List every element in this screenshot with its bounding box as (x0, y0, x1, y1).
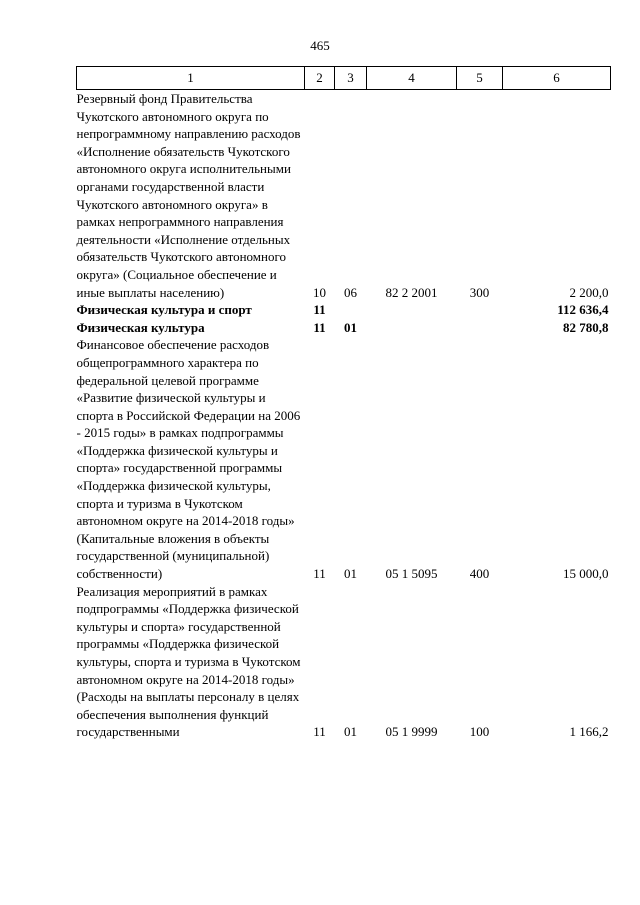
row-section: 11 (313, 319, 326, 335)
table-row (77, 319, 611, 337)
row-name: Физическая культура (76, 319, 205, 335)
row-target-article (367, 301, 457, 319)
header-col-4: 4 (367, 67, 457, 90)
row-name: Резервный фонд Правительства Чукотского автономного округа по непрограммному направлению расходов «Исполнение обязательств Чукотского автономного округа исполнительными органами государственной власти Чукотского автономного округа» в рамках непрограммного направления деятельности «Исполнение отдельных обязательств Чукотского автономного округа» (Социальное обеспечение и иные выплаты населению) (76, 91, 301, 300)
row-section: 11 (313, 566, 326, 582)
row-name: Финансовое обеспечение расходов общепрограммного характера по федеральной целевой программе «Развитие физической культуры и спорта в Российской Федерации на 2006 - 2015 годы» в рамках подпрограммы «Поддержка физической культуры и спорта» государственной программы «Поддержка физической культуры, спорта и туризма в Чукотском автономном округе на 2014-2018 годы» (Капитальные вложения в объекты государственной (муниципальной) собственности) (76, 337, 301, 582)
row-sum: 82 780,8 (563, 319, 609, 335)
row-sum: 1 166,2 (569, 724, 609, 740)
row-sum: 2 200,0 (569, 284, 609, 300)
row-subsection: 01 (344, 724, 357, 740)
table-row (77, 336, 611, 582)
page-number: 465 (310, 38, 330, 53)
row-expense-type (457, 319, 503, 337)
table-row (77, 301, 611, 319)
row-section: 10 (313, 284, 326, 300)
row-expense-type: 400 (469, 566, 490, 582)
row-section: 11 (313, 724, 326, 740)
budget-table (76, 66, 611, 741)
header-col-3: 3 (335, 67, 367, 90)
row-name: Реализация мероприятий в рамках подпрограммы «Поддержка физической культуры и спорта» государственной программы «Поддержка физической культуры, спорта и туризма в Чукотском автономном округе на 2014-2018 годы» (Расходы на выплаты персоналу в целях обеспечения выполнения функций государственными (76, 583, 301, 740)
row-subsection (335, 301, 367, 319)
row-target-article: 82 2 2001 (385, 284, 438, 300)
row-expense-type (457, 301, 503, 319)
header-col-2: 2 (305, 67, 335, 90)
header-col-5: 5 (457, 67, 503, 90)
row-subsection: 06 (344, 284, 357, 300)
row-target-article: 05 1 5095 (385, 566, 438, 582)
row-expense-type: 100 (469, 724, 490, 740)
header-col-6: 6 (503, 67, 611, 90)
row-sum: 112 636,4 (557, 302, 609, 318)
row-subsection: 01 (344, 319, 357, 335)
row-target-article (367, 319, 457, 337)
row-subsection: 01 (344, 566, 357, 582)
row-section: 11 (313, 302, 326, 318)
table-row (77, 583, 611, 741)
header-row (77, 67, 611, 90)
table-row (77, 90, 611, 302)
header-col-1: 1 (77, 67, 305, 90)
row-expense-type: 300 (469, 284, 490, 300)
row-name: Физическая культура и спорт (76, 302, 252, 318)
row-target-article: 05 1 9999 (385, 724, 438, 740)
row-sum: 15 000,0 (563, 566, 609, 582)
